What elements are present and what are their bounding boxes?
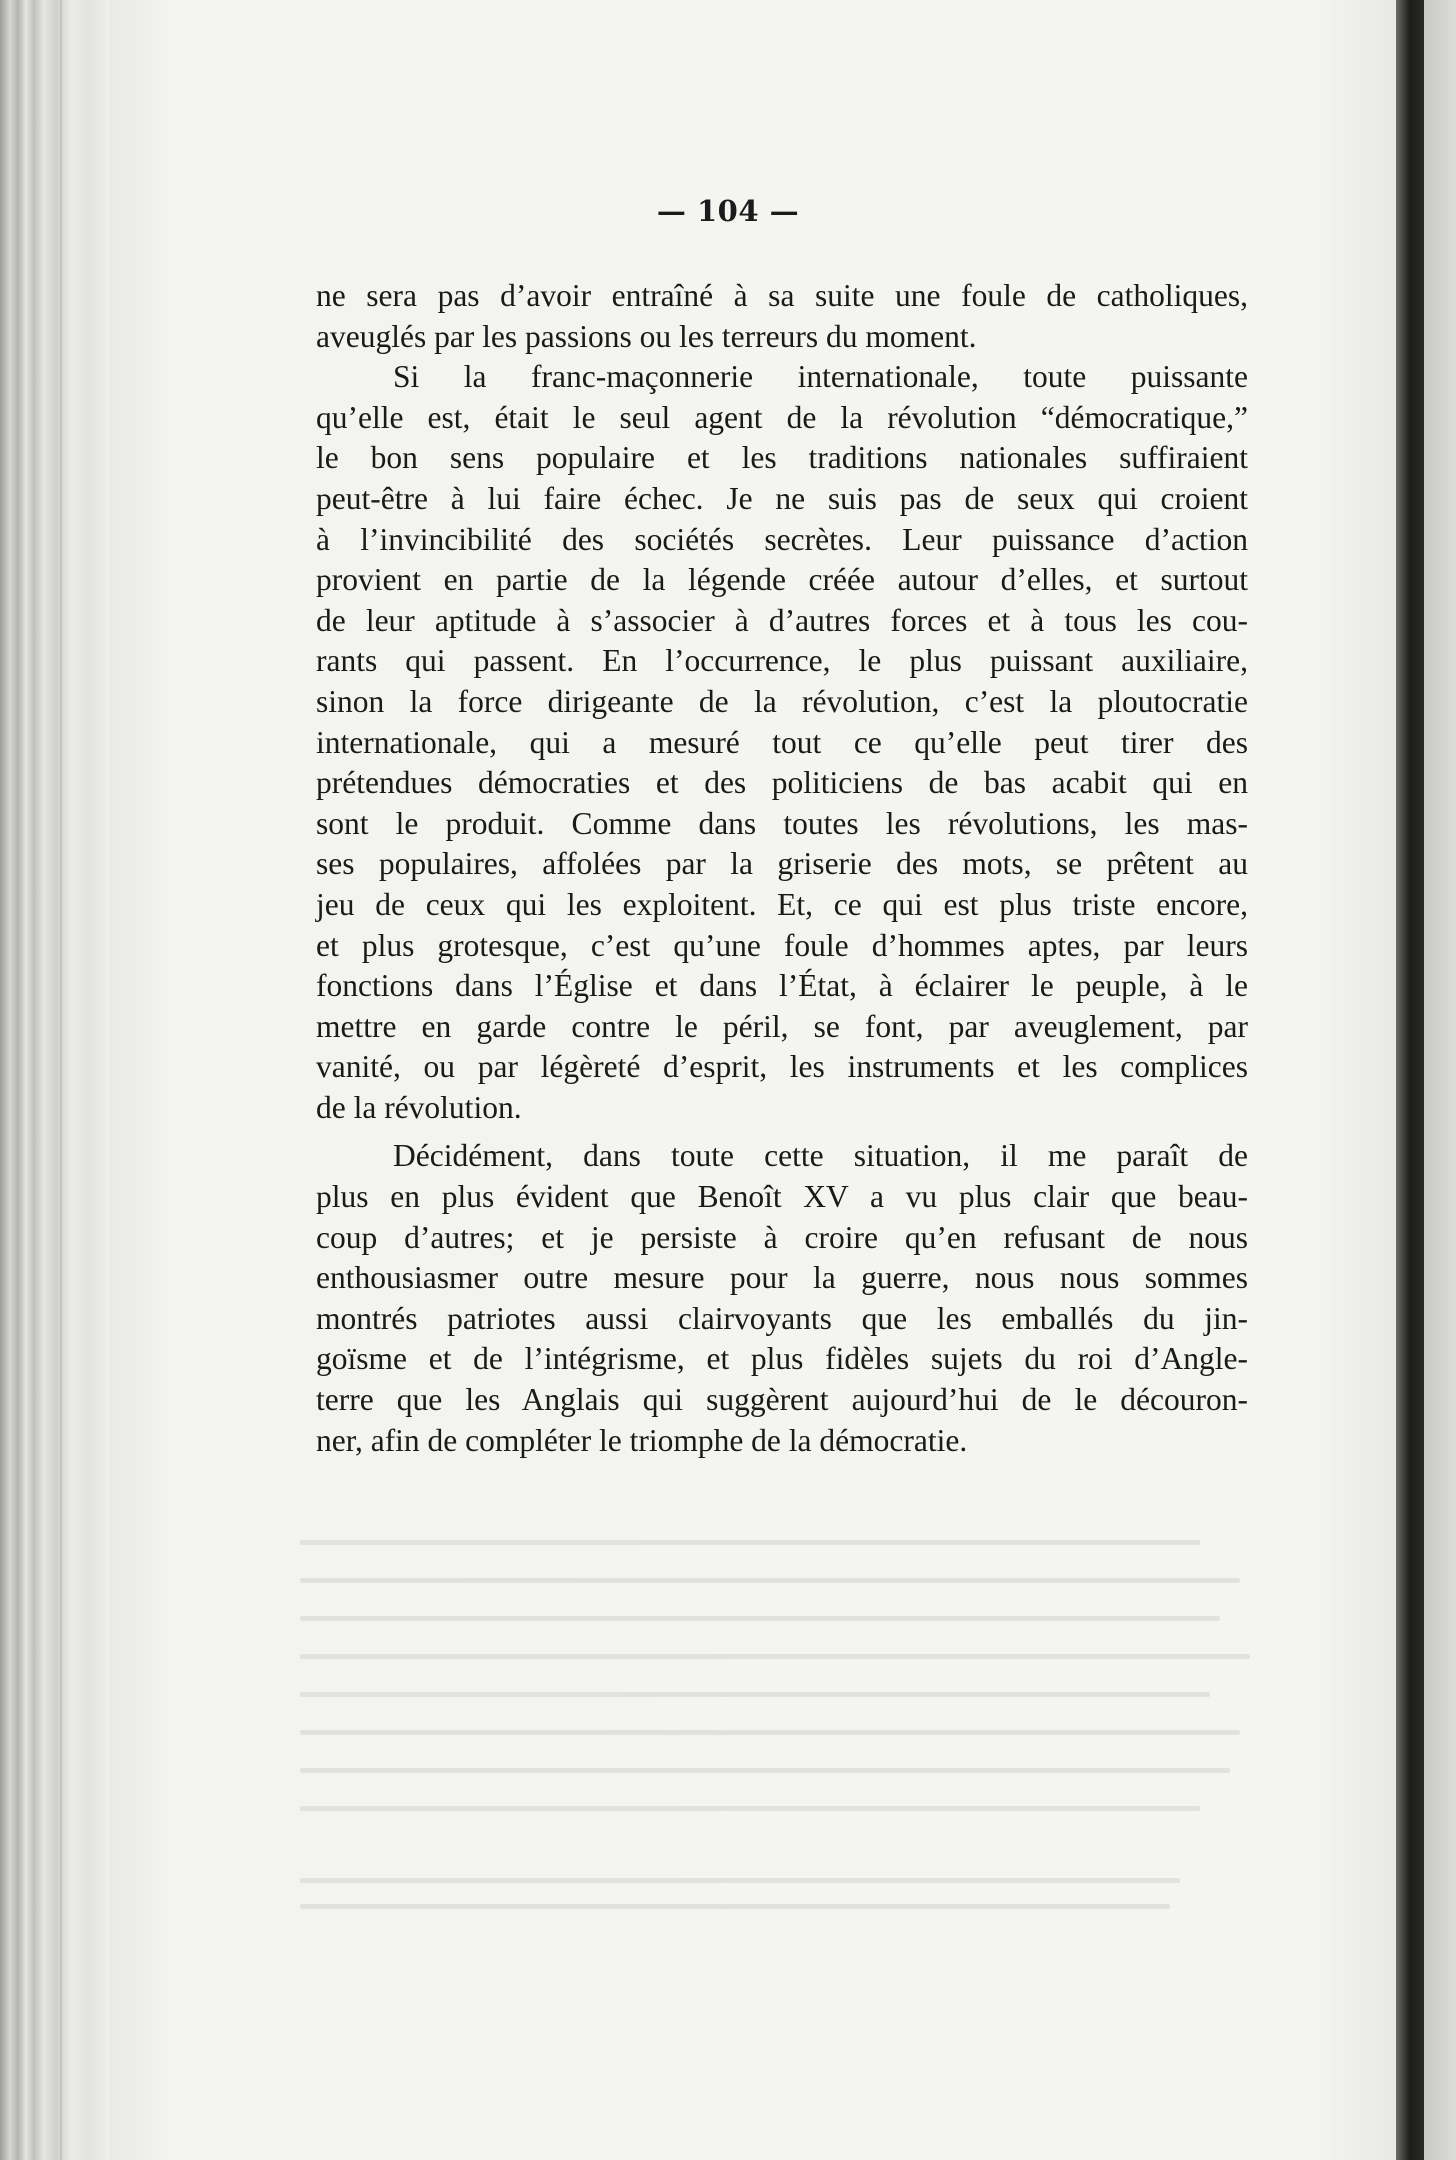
text-line: sinon la force dirigeante de la révolution, c’est la ploutocratie <box>316 683 1248 719</box>
text-line: provient en partie de la légende créée autour d’elles, et surtout <box>316 562 1248 598</box>
text-line: à l’invincibilité des sociétés secrètes. Leur puissance d’action <box>316 521 1248 557</box>
text-line: aveuglés par les passions ou les terreurs du moment. <box>316 318 977 354</box>
facing-page-edge <box>1424 0 1456 2160</box>
text-line: terre que les Anglais qui suggèrent aujourd’hui de le découron- <box>316 1382 1248 1418</box>
text-line: goïsme et de l’intégrisme, et plus fidèles sujets du roi d’Angle- <box>316 1341 1248 1377</box>
text-line: Décidément, dans toute cette situation, il me paraît de <box>393 1138 1248 1174</box>
show-through-line <box>300 1730 1240 1735</box>
show-through-line <box>300 1578 1240 1583</box>
text-line: internationale, qui a mesuré tout ce qu’elle peut tirer des <box>316 724 1248 760</box>
paragraph <box>316 357 1248 1128</box>
show-through-line <box>300 1768 1230 1773</box>
text-line: peut-être à lui faire échec. Je ne suis pas de seux qui croient <box>316 480 1248 516</box>
show-through-line <box>300 1878 1180 1883</box>
show-through-line <box>300 1806 1200 1811</box>
paragraph <box>316 276 1248 357</box>
text-line: ses populaires, affolées par la griserie des mots, se prêtent au <box>316 846 1248 882</box>
page-number: — 104 — <box>656 194 800 228</box>
body-text <box>316 276 1248 1461</box>
text-line: montrés patriotes aussi clairvoyants que les emballés du jin- <box>316 1300 1248 1336</box>
text-line: vanité, ou par légèreté d’esprit, les instruments et les complices <box>316 1049 1248 1085</box>
book-gutter-shadow <box>1396 0 1424 2160</box>
text-line: mettre en garde contre le péril, se font, par aveuglement, par <box>316 1008 1248 1044</box>
show-through-line <box>300 1654 1250 1659</box>
text-line: et plus grotesque, c’est qu’une foule d’hommes aptes, par leurs <box>316 927 1248 963</box>
text-line: plus en plus évident que Benoît XV a vu plus clair que beau- <box>316 1179 1248 1215</box>
show-through-line <box>300 1616 1220 1621</box>
text-line: qu’elle est, était le seul agent de la révolution “démocratique,” <box>316 399 1248 435</box>
paragraph-gap <box>316 1128 1248 1136</box>
text-line: prétendues démocraties et des politiciens de bas acabit qui en <box>316 765 1248 801</box>
show-through-line <box>300 1904 1170 1909</box>
text-line: enthousiasmer outre mesure pour la guerre, nous nous sommes <box>316 1260 1248 1296</box>
show-through-line <box>300 1540 1200 1545</box>
show-through-line <box>300 1692 1210 1697</box>
text-line: ner, afin de compléter le triomphe de la démocratie. <box>316 1422 968 1458</box>
text-line: fonctions dans l’Église et dans l’État, à éclairer le peuple, à le <box>316 968 1248 1004</box>
paragraph <box>316 1136 1248 1461</box>
text-line: de leur aptitude à s’associer à d’autres forces et à tous les cou- <box>316 602 1248 638</box>
text-line: sont le produit. Comme dans toutes les révolutions, les mas- <box>316 805 1248 841</box>
text-line: coup d’autres; et je persiste à croire qu’en refusant de nous <box>316 1219 1248 1255</box>
text-line: le bon sens populaire et les traditions nationales suffiraient <box>316 440 1248 476</box>
text-line: Si la franc-maçonnerie internationale, toute puissante <box>393 359 1248 395</box>
text-line: ne sera pas d’avoir entraîné à sa suite une foule de catholiques, <box>316 278 1248 313</box>
text-line: rants qui passent. En l’occurrence, le plus puissant auxiliaire, <box>316 643 1248 679</box>
stacked-page-edges <box>0 0 110 2160</box>
text-line: jeu de ceux qui les exploitent. Et, ce qui est plus triste encore, <box>316 886 1248 922</box>
text-line: de la révolution. <box>316 1089 522 1125</box>
